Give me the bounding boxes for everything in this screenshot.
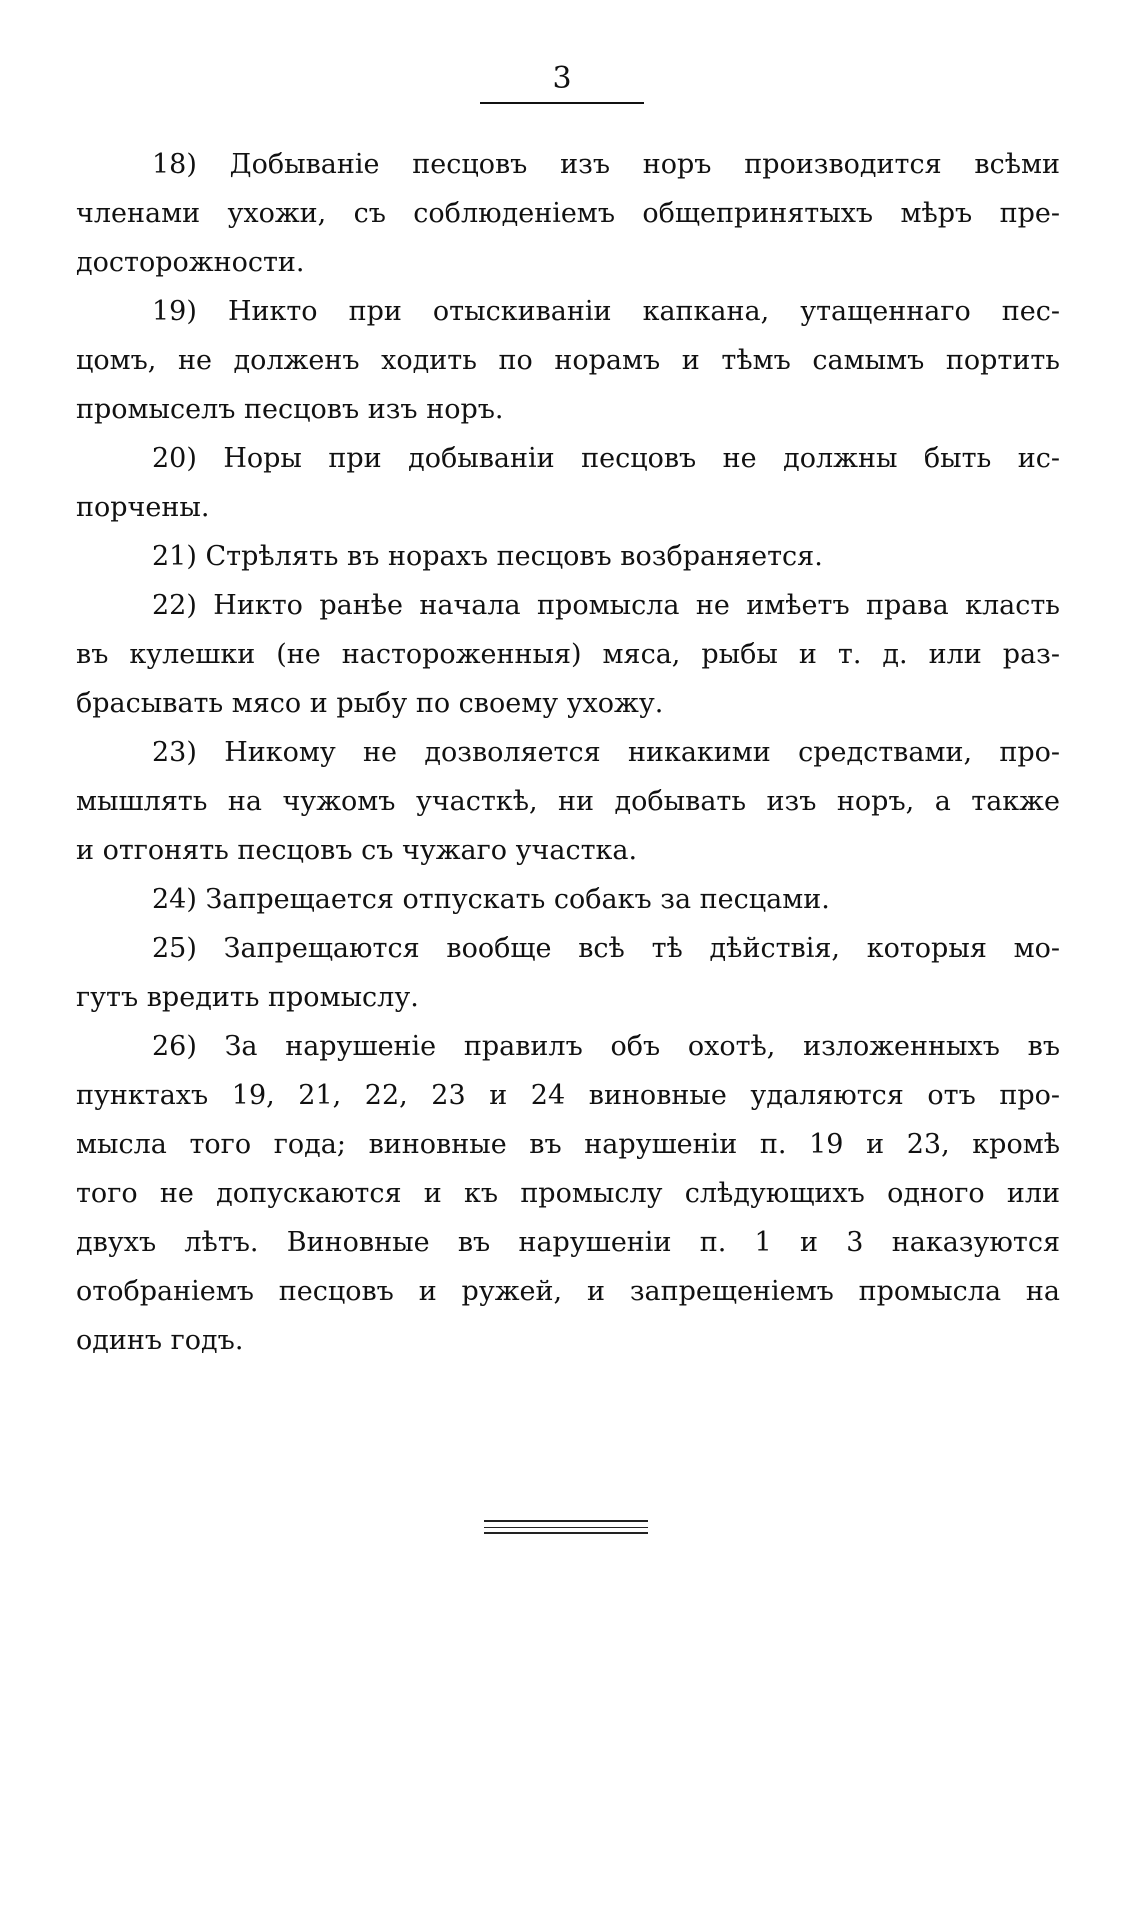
paragraph-20: [76, 434, 1060, 532]
paragraph-line: цомъ, не долженъ ходить по норамъ и тѣмъ самымъ портить: [76, 345, 1060, 376]
paragraph-line: въ кулешки (не настороженныя) мяса, рыбы и т. д. или раз-: [76, 639, 1060, 670]
paragraph-line: досторожности.: [76, 247, 305, 278]
paragraph-line: гутъ вредить промыслу.: [76, 982, 419, 1013]
paragraph-line: и отгонять песцовъ съ чужаго участка.: [76, 835, 638, 866]
paragraph-line: отобраніемъ песцовъ и ружей, и запрещеніемъ промысла на: [76, 1276, 1060, 1307]
paragraph-line: 21) Стрѣлять въ норахъ песцовъ возбраняется.: [152, 541, 823, 572]
paragraph-line: промыселъ песцовъ изъ норъ.: [76, 394, 504, 425]
paragraph-line: 22) Никто ранѣе начала промысла не имѣетъ права класть: [152, 590, 1060, 621]
paragraph-24: [76, 875, 1060, 924]
paragraph-line: мысла того года; виновные въ нарушеніи п. 19 и 23, кромѣ: [76, 1129, 1060, 1160]
paragraph-line: брасывать мясо и рыбу по своему ухожу.: [76, 688, 664, 719]
paragraph-18: [76, 140, 1060, 287]
paragraph-line: 24) Запрещается отпускать собакъ за песцами.: [152, 884, 830, 915]
end-divider-rule: [484, 1527, 648, 1528]
paragraph-line: мышлять на чужомъ участкѣ, ни добывать изъ норъ, а также: [76, 786, 1060, 817]
end-divider-rule: [484, 1520, 648, 1522]
paragraph-line: 23) Никому не дозволяется никакими средствами, про-: [152, 737, 1060, 768]
document-body: [76, 140, 1060, 1365]
paragraph-line: членами ухожи, съ соблюденіемъ общепринятыхъ мѣръ пре-: [76, 198, 1060, 229]
paragraph-26: [76, 1022, 1060, 1365]
paragraph-25: [76, 924, 1060, 1022]
paragraph-line: того не допускаются и къ промыслу слѣдующихъ одного или: [76, 1178, 1060, 1209]
paragraph-line: 19) Никто при отыскиваніи капкана, утащеннаго пес-: [152, 296, 1060, 327]
paragraph-line: 26) За нарушеніе правилъ объ охотѣ, изложенныхъ въ: [152, 1031, 1060, 1062]
paragraph-line: 25) Запрещаются вообще всѣ тѣ дѣйствія, которыя мо-: [152, 933, 1060, 964]
paragraph-line: одинъ годъ.: [76, 1325, 244, 1356]
paragraph-line: пунктахъ 19, 21, 22, 23 и 24 виновные удаляются отъ про-: [76, 1080, 1060, 1111]
paragraph-21: [76, 532, 1060, 581]
paragraph-line: порчены.: [76, 492, 210, 523]
paragraph-line: 18) Добываніе песцовъ изъ норъ производится всѣми: [152, 149, 1060, 180]
paragraph-19: [76, 287, 1060, 434]
page-number: 3: [552, 61, 572, 96]
header-rule: [480, 102, 644, 104]
paragraph-line: 20) Норы при добываніи песцовъ не должны быть ис-: [152, 443, 1060, 474]
paragraph-22: [76, 581, 1060, 728]
paragraph-23: [76, 728, 1060, 875]
paragraph-line: двухъ лѣтъ. Виновные въ нарушеніи п. 1 и 3 наказуются: [76, 1227, 1060, 1258]
end-divider-rule: [484, 1532, 648, 1534]
